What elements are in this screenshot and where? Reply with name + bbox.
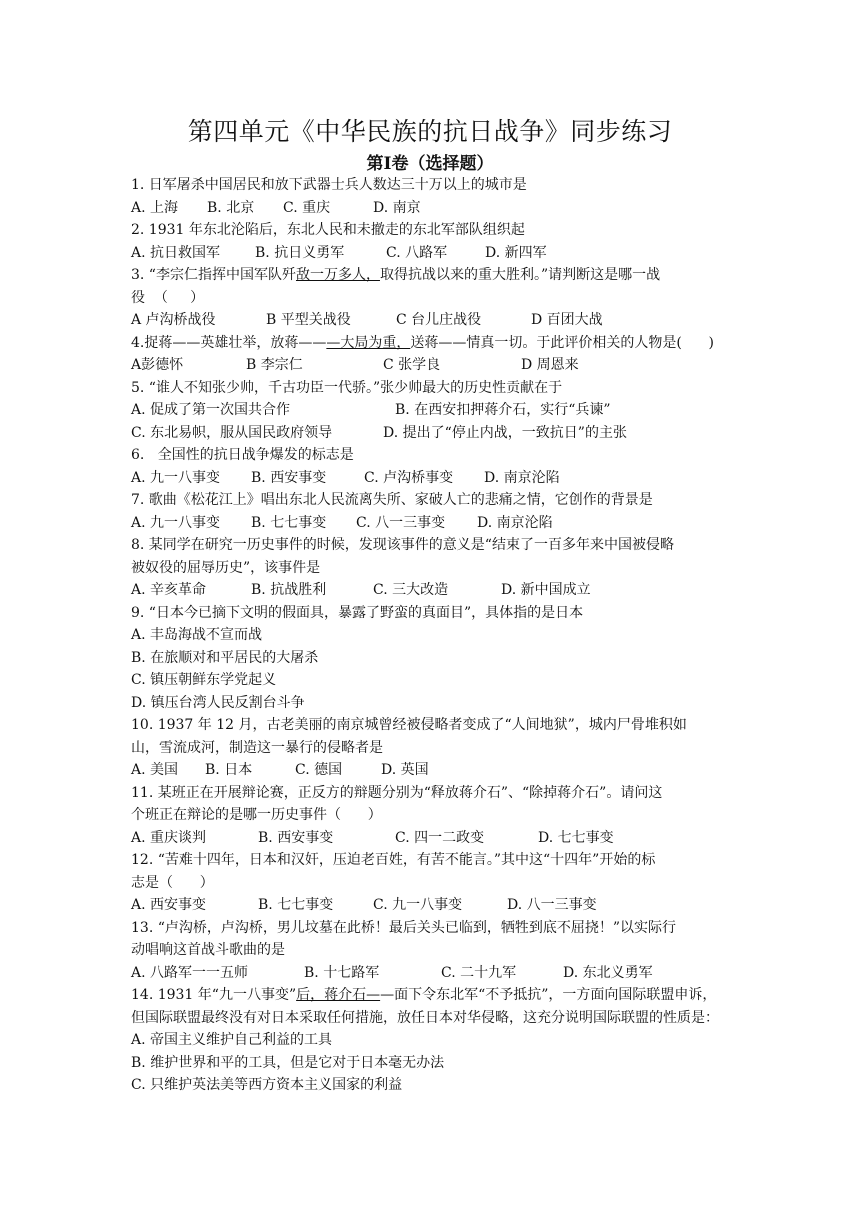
answer-option: A. 九一八事变 — [131, 469, 221, 486]
options-row — [131, 894, 731, 917]
answer-option: C. 德国 — [295, 762, 343, 778]
answer-option: C 台儿庄战役 — [396, 312, 482, 328]
text-line: 5. “谁人不知张少帅，千古功臣一代骄。”张少帅最大的历史性贡献在于 — [131, 379, 563, 396]
text-line: B. 维护世界和平的工具，但是它对于日本毫无办法 — [131, 1054, 445, 1071]
answer-option: A. 上海 — [131, 199, 179, 216]
answer-option: C 张学良 — [383, 357, 441, 373]
answer-option: B. 北京 — [207, 199, 255, 216]
answer-option: B. 西安事变 — [251, 469, 327, 486]
answer-option: A彭德怀 — [131, 357, 184, 373]
answer-option: D. 东北义勇军 — [563, 964, 653, 981]
text-segment: 送蒋——情真一切。于此评价相关的人物是( ) — [410, 334, 714, 351]
answer-option: D. 新中国成立 — [501, 582, 591, 598]
text-line: A. 丰岛海战不宣而战 — [131, 627, 263, 643]
answer-option: C. 四一二政变 — [395, 829, 485, 846]
text-line: 动唱响这首战斗歌曲的是 — [131, 942, 285, 958]
text-line: 11. 某班正在开展辩论赛，正反方的辩题分别为“释放蒋介石”、“除掉蒋介石”。请问这 — [131, 784, 663, 801]
answer-option: B 李宗仁 — [246, 357, 303, 373]
answer-option: C. 二十九军 — [441, 964, 517, 981]
answer-option: D. 英国 — [381, 762, 429, 778]
options-row — [131, 467, 731, 490]
text-line: 10. 1937 年 12 月，古老美丽的南京城曾经被侵略者变成了“人间地狱”，城内尸骨堆积如 — [131, 717, 687, 733]
question-list — [131, 174, 731, 1097]
answer-option: A. 辛亥革命 — [131, 582, 207, 598]
answer-option: C. 三大改造 — [373, 582, 449, 598]
answer-option: B. 抗日义勇军 — [255, 244, 345, 261]
answer-option: B. 在西安扣押蒋介石，实行“兵谏” — [395, 402, 611, 418]
answer-option: A. 美国 — [131, 762, 179, 778]
options-row — [131, 422, 731, 445]
document-title: 第四单元《中华民族的抗日战争》同步练习 — [187, 117, 673, 146]
answer-option: D. 南京沦陷 — [477, 514, 553, 531]
text-line: 山，雪流成河，制造这一暴行的侵略者是 — [131, 739, 383, 756]
text-segment: 4.捉蒋——英雄壮举，放蒋—— — [131, 334, 327, 351]
answer-option: D. 提出了“停止内战，一致抗日”的主张 — [383, 424, 627, 441]
answer-option: B. 十七路军 — [304, 964, 380, 981]
answer-option: A. 九一八事变 — [131, 514, 221, 531]
text-segment: 3. “李宗仁指挥中国军队歼 — [131, 267, 296, 283]
options-row — [131, 827, 731, 850]
answer-option: D. 南京沦陷 — [484, 469, 560, 486]
text-line — [131, 984, 731, 1007]
text-line: D. 镇压台湾人民反割台斗争 — [131, 694, 305, 711]
options-row — [131, 759, 731, 782]
text-line: C. 镇压朝鲜东学党起义 — [131, 672, 277, 688]
answer-option: D. 新四军 — [485, 244, 547, 261]
text-line: 志是（ ） — [131, 874, 214, 891]
answer-option: B. 七七事变 — [258, 897, 334, 913]
underlined-text: —大局为重， — [326, 334, 411, 351]
answer-option: C. 八一三事变 — [356, 514, 446, 531]
answer-option: A 卢沟桥战役 — [131, 312, 216, 328]
answer-option: C. 重庆 — [283, 199, 331, 216]
answer-option: B. 七七事变 — [251, 514, 327, 531]
text-line: 2. 1931 年东北沦陷后，东北人民和未撤走的东北军部队组织起 — [131, 222, 525, 238]
answer-option: C. 九一八事变 — [373, 897, 463, 913]
text-line: 但国际联盟最终没有对日本采取任何措施，放任日本对华侵略，这充分说明国际联盟的性质是： — [131, 1009, 719, 1026]
answer-option: B. 日本 — [205, 762, 253, 778]
underlined-text: 敌一万多人， — [295, 267, 380, 283]
answer-option: C. 东北易帜，服从国民政府领导 — [131, 424, 333, 441]
text-line: 个班正在辩论的是哪一历史事件（ ） — [131, 807, 382, 823]
text-segment: 取得抗战以来的重大胜利。”请判断这是哪一战 — [379, 267, 661, 283]
options-row — [131, 399, 731, 422]
answer-option: A. 西安事变 — [131, 897, 207, 913]
text-line: 13. “卢沟桥，卢沟桥，男儿坟墓在此桥！最后关头已临到，牺牲到底不屈挠！”以实际行 — [131, 919, 677, 936]
answer-option: B. 西安事变 — [258, 829, 334, 846]
answer-option: C. 八路军 — [386, 244, 448, 261]
text-segment: —面下令东北军“不予抵抗”，一方面向国际联盟申诉， — [380, 987, 717, 1003]
underlined-text: 后，蒋介石— — [296, 987, 381, 1003]
answer-option: A. 八路军一一五师 — [131, 964, 249, 981]
answer-option: C. 卢沟桥事变 — [364, 469, 454, 486]
section-heading: 第Ⅰ卷（选择题） — [366, 154, 494, 174]
options-row — [131, 309, 731, 332]
options-row — [131, 197, 731, 220]
text-line: 7. 歌曲《松花江上》唱出东北人民流离失所、家破人亡的悲痛之情，它创作的背景是 — [131, 492, 653, 508]
answer-option: A. 抗日救国军 — [131, 244, 221, 261]
answer-option: D. 八一三事变 — [507, 897, 597, 913]
text-line: 6. 全国性的抗日战争爆发的标志是 — [131, 447, 354, 463]
text-line: 12. “苦难十四年，日本和汉奸，压迫老百姓，有苦不能言。”其中这“十四年”开始的标 — [131, 852, 656, 868]
text-line — [131, 332, 731, 355]
answer-option: D 周恩来 — [521, 357, 579, 373]
answer-option: D. 南京 — [373, 199, 421, 216]
text-line — [131, 264, 731, 287]
options-row — [131, 579, 731, 602]
text-line: 8. 某同学在研究一历史事件的时候，发现该事件的意义是“结束了一百多年来中国被侵略 — [131, 537, 674, 553]
options-row — [131, 354, 731, 377]
text-line: A. 帝国主义维护自己利益的工具 — [131, 1032, 333, 1048]
answer-option: B. 抗战胜利 — [251, 582, 327, 598]
options-row — [131, 512, 731, 535]
text-line: 1. 日军屠杀中国居民和放下武器士兵人数达三十万以上的城市是 — [131, 177, 527, 193]
text-line: 9. “日本今已摘下文明的假面具，暴露了野蛮的真面目”，具体指的是日本 — [131, 604, 584, 621]
text-line: C. 只维护英法美等西方资本主义国家的利益 — [131, 1077, 403, 1093]
answer-option: B 平型关战役 — [266, 312, 351, 328]
options-row — [131, 962, 731, 985]
text-line: 被奴役的屈辱历史”，该事件是 — [131, 559, 321, 576]
text-line: B. 在旅顺对和平居民的大屠杀 — [131, 649, 319, 666]
answer-option: D. 七七事变 — [538, 829, 614, 846]
text-segment: 14. 1931 年“九一八事变” — [131, 987, 297, 1003]
options-row — [131, 242, 731, 265]
answer-option: A. 促成了第一次国共合作 — [131, 402, 291, 418]
answer-option: A. 重庆谈判 — [131, 829, 207, 846]
answer-option: D 百团大战 — [531, 312, 603, 328]
text-line: 役 （ ） — [131, 289, 205, 306]
